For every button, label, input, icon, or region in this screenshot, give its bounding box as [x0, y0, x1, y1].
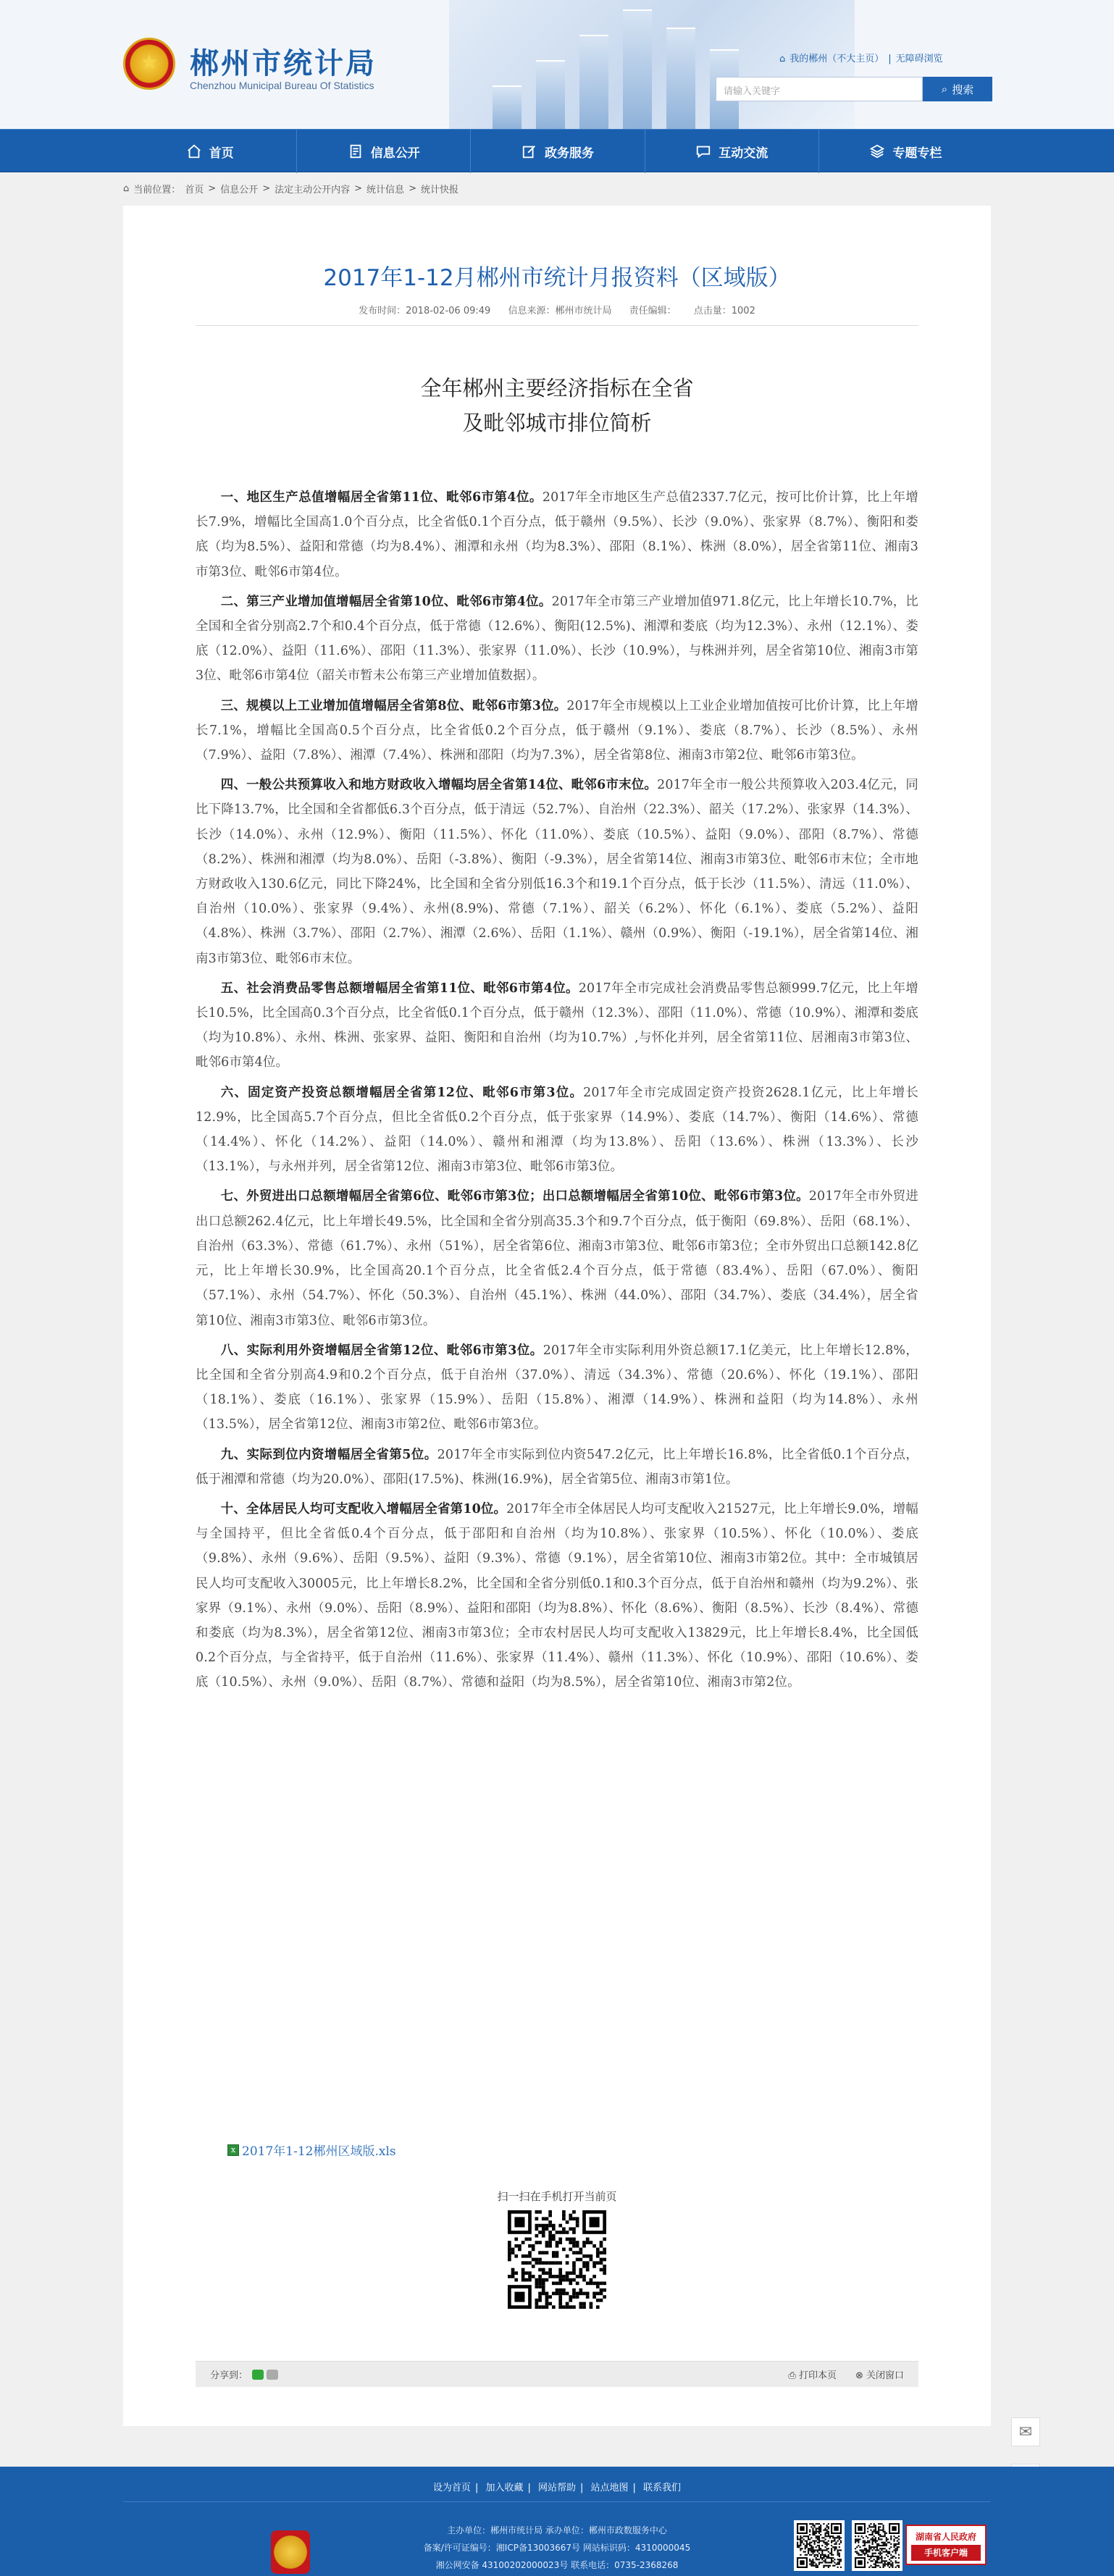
top-link-mychenzhou[interactable]: 我的郴州（不大主页）	[790, 54, 884, 64]
close-label: 关闭窗口	[866, 2370, 904, 2381]
breadcrumb: ⌂ 当前位置： 首页 > 信息公开 > 法定主动公开内容 > 统计信息 > 统计快报	[123, 182, 458, 196]
top-link-accessibility[interactable]: 无障碍浏览	[895, 54, 943, 64]
article-meta	[123, 303, 991, 316]
paragraph-lead: 三、规模以上工业增加值增幅居全省第8位、毗邻6市第3位。	[220, 698, 567, 713]
home-icon: ⌂	[779, 54, 786, 64]
paragraph-lead: 四、一般公共预算收入和地方财政收入增幅均居全省第14位、毗邻6市末位。	[220, 778, 658, 793]
paragraph-text: 2017年全市实际利用外资总额17.1亿美元，比上年增长12.8%，比全国和全省分别高4.9和0.2个百分点，低于自治州（37.0%）、清远（34.3%）、常德（20.6%）、怀化（19.1%）、邵阳（18.1%）、娄底（16.1%）、张家界（15.9%）、岳阳（15.8%）、湘潭（14.9%）、株洲和益阳（均为14.8%）、永州（13.5%），居全省第12位、湘南3市第2位、毗邻6市第3位。	[196, 1343, 918, 1432]
nav-item-interaction[interactable]	[645, 130, 819, 173]
qr-code	[508, 2210, 606, 2309]
print-button[interactable]	[788, 2367, 837, 2381]
footer-link-set-home[interactable]: 设为首页	[432, 2483, 471, 2493]
paragraph	[196, 976, 918, 1075]
divider	[196, 325, 918, 326]
paragraph-lead: 一、地区生产总值增幅居全省第11位、毗邻6市第4位。	[220, 490, 543, 505]
nav-item-special[interactable]	[819, 130, 992, 173]
site-subtitle: Chenzhou Municipal Bureau Of Statistics	[190, 80, 374, 91]
qr-caption: 扫一扫在手机打开当前页	[497, 2190, 617, 2203]
article-container	[123, 206, 991, 2426]
nav-item-info-public[interactable]	[297, 130, 471, 173]
share-bar	[196, 2361, 918, 2387]
printer-icon: ⎙	[788, 2370, 799, 2381]
chat-icon	[695, 143, 711, 159]
breadcrumb-link[interactable]: 首页	[185, 184, 204, 196]
paragraph-text: 2017年全市完成固定资产投资2628.1亿元，比上年增长12.9%，比全国高5.7个百分点，但比全省低0.2个百分点，低于张家界（14.9%）、娄底（14.7%）、衡阳（14.6%）、常德（14.4%）、怀化（14.2%）、益阳（14.0%）、赣州和湘潭（均为13.8%）、岳阳（13.6%）、株洲（13.3%）、长沙（13.1%），与永州并列，居全省第12位、湘南3市第3位、毗邻6市第3位。	[196, 1085, 918, 1175]
paragraph	[196, 485, 918, 584]
nav-label: 互动交流	[719, 146, 769, 161]
footer-link-help[interactable]: 网站帮助	[537, 2483, 576, 2493]
heading-line: 及毗邻城市排位简析	[462, 411, 652, 435]
paragraph-text: 2017年全市一般公共预算收入203.4亿元，同比下降13.7%，比全国和全省都低6.3个百分点，低于清远（52.7%）、自治州（22.3%）、韶关（17.2%）、张家界（14.3%）、长沙（14.0%）、永州（12.9%）、衡阳（11.5%）、怀化（11.0%）、娄底（10.5%）、益阳（9.0%）、邵阳（8.7%）、常德（8.2%）、株洲和湘潭（均为8.0%）、岳阳（-3.8%）、衡阳（-9.3%），居全省第14位、湘南3市第3位、毗邻6市末位；全市地方财政收入130.6亿元，同比下降24%，比全国和全省分别低16.3个和19.1个百分点，低于长沙（11.5%）、清远（11.0%）、自治州（10.0%）、张家界（9.4%）、永州(8.9%)、常德（7.1%）、韶关（6.2%）、怀化（6.1%）、娄底（5.2%）、益阳（4.8%）、株洲（3.7%）、邵阳（2.7%）、湘潭（2.6%）、岳阳（1.1%）、赣州（0.9%）、衡阳（-19.1%），居全省第14位、湘南3市第3位、毗邻6市末位。	[196, 778, 918, 966]
paragraph-text: 2017年全市实际到位内资547.2亿元，比上年增长16.8%，比全省低0.1个百分点，低于湘潭和常德（均为20.0%）、邵阳(17.5%)、株洲(16.9%)，居全省第5位、湘南3市第1位。	[196, 1447, 918, 1487]
footer-links: 设为首页 | 加入收藏 | 网站帮助 | 站点地图 | 联系我们	[432, 2483, 682, 2493]
share-label: 分享到：	[210, 2370, 248, 2381]
header	[0, 0, 1114, 129]
heading-line: 全年郴州主要经济指标在全省	[420, 376, 694, 400]
nav-label: 政务服务	[545, 146, 594, 161]
site-title[interactable]: 郴州市统计局	[190, 47, 377, 80]
paragraph	[196, 590, 918, 689]
footer-info-line: 备案/许可证编号：湘ICP备13003667号 网站标识码：4310000045	[423, 2543, 691, 2553]
paragraph-text: 2017年全市地区生产总值2337.7亿元，按可比价计算，比上年增长7.9%，增幅比全国高1.0个百分点，比全省低0.1个百分点，低于赣州（9.5%）、长沙（9.0%）、张家界（8.7%）、衡阳和娄底（均为8.5%）、益阳和常德（均为8.4%）、湘潭和永州（均为8.3%）、邵阳（8.1%）、株洲（8.0%），居全省第11位、湘南3市第3位、毗邻6市第4位。	[196, 490, 918, 579]
paragraph-lead: 二、第三产业增加值增幅居全省第10位、毗邻6市第4位。	[220, 594, 552, 609]
paragraph	[196, 1081, 918, 1180]
attachment-label: 2017年1-12郴州区域版.xls	[242, 2144, 396, 2159]
breadcrumb-link[interactable]: 法定主动公开内容	[275, 184, 351, 196]
paragraph-lead: 六、固定资产投资总额增幅居全省第12位、毗邻6市第3位。	[220, 1085, 584, 1100]
nav-label: 信息公开	[370, 146, 420, 161]
search-icon: ⌕	[941, 83, 948, 96]
province-app-badge[interactable]	[905, 2525, 987, 2565]
breadcrumb-link[interactable]: 信息公开	[220, 184, 259, 196]
badge-subtitle: 手机客户端	[911, 2545, 981, 2561]
footer-qr-code	[794, 2520, 845, 2571]
footer-link-favorite[interactable]: 加入收藏	[485, 2483, 524, 2493]
nav-label: 首页	[209, 146, 234, 161]
breadcrumb-link[interactable]: 统计信息	[367, 184, 405, 196]
footer-info-line: 主办单位：郴州市统计局 承办单位：郴州市政数服务中心	[447, 2525, 667, 2535]
paragraph-lead: 五、社会消费品零售总额增幅居全省第11位、毗邻6市第4位。	[220, 981, 579, 996]
paragraph	[196, 773, 918, 971]
nav-item-gov-service[interactable]	[471, 130, 645, 173]
search-input[interactable]: 请输入关键字	[716, 77, 923, 101]
close-window-button[interactable]	[855, 2367, 904, 2381]
footer-divider	[123, 2501, 991, 2502]
home-icon	[186, 143, 202, 159]
footer	[0, 2467, 1114, 2576]
breadcrumb-prefix: 当前位置：	[133, 184, 181, 196]
print-label: 打印本页	[798, 2370, 837, 2381]
paragraph-text: 2017年全市全体居民人均可支配收入21527元，比上年增长9.0%，增幅与全国持平，但比全省低0.4个百分点，低于邵阳和自治州（均为10.8%）、张家界（10.5%）、怀化（10.0%）、娄底（9.8%）、永州（9.6%）、岳阳（9.5%）、益阳（9.3%）、常德（9.1%），居全省第10位、湘南3市第2位。其中：全市城镇居民人均可支配收入30005元，比上年增长8.2%，比全国和全省分别低0.1和0.3个百分点，低于自治州和赣州（均为9.2%）、张家界（9.1%）、永州（9.0%）、岳阳（8.9%）、益阳和邵阳（均为8.8%）、怀化（8.6%）、衡阳（8.5%）、长沙（8.4%）、常德和娄底（均为8.3%），居全省第12位、湘南3市第3位；全市农村居民人均可支配收入13829元，比上年增长8.4%，比全国低0.2个百分点，与全省持平，低于自治州（11.6%）、张家界（11.4%）、赣州（11.3%）、怀化（10.9%）、邵阳（10.6%）、娄底（10.5%）、永州（9.0%）、岳阳（8.7%）、常德和益阳（均为8.5%），居全省第10位、湘南3市第2位。	[196, 1501, 918, 1690]
wechat-share-icon[interactable]	[252, 2370, 264, 2380]
nav-label: 专题专栏	[892, 146, 942, 161]
header-decoration	[449, 0, 855, 129]
paragraph-text: 2017年全市第三产业增加值971.8亿元，比上年增长10.7%，比全国和全省分别高2.7个和0.4个百分点，低于常德（12.6%）、衡阳(12.5%)、湘潭和娄底（均为12.3%）、永州（12.1%）、娄底（12.0%）、益阳（11.6%）、邵阳（11.3%）、张家界（11.0%）、长沙（10.9%），与株洲并列，居全省第10位、湘南3市第3位、毗邻6市第4位（韶关市暂未公布第三产业增加值数据）。	[196, 594, 919, 684]
main-nav	[0, 129, 1114, 172]
nav-item-home[interactable]	[123, 130, 297, 173]
edit-icon	[522, 143, 537, 159]
article-heading	[123, 371, 991, 440]
paragraph	[196, 1443, 918, 1492]
badge-title: 湖南省人民政府	[915, 2532, 976, 2542]
attachment-link[interactable]	[227, 2141, 396, 2159]
home-icon: ⌂	[123, 182, 130, 194]
info-source: 信息来源：郴州市统计局	[508, 306, 612, 316]
breadcrumb-link[interactable]: 统计快报	[420, 184, 458, 196]
paragraph-lead: 八、实际利用外资增幅居全省第12位、毗邻6市第3位。	[220, 1343, 543, 1358]
paragraph	[196, 1497, 918, 1695]
footer-qr-code	[852, 2520, 902, 2571]
article-body	[196, 485, 918, 1700]
paragraph	[196, 1338, 918, 1438]
paragraph-lead: 十、全体居民人均可支配收入增幅居全省第10位。	[220, 1501, 507, 1516]
footer-link-sitemap[interactable]: 站点地图	[590, 2483, 629, 2493]
close-icon: ⊗	[855, 2370, 866, 2381]
top-links: ⌂ 我的郴州（不大主页） | 无障碍浏览	[779, 54, 943, 64]
footer-link-contact[interactable]: 联系我们	[643, 2483, 682, 2493]
paragraph-text: 2017年全市完成社会消费品零售总额999.7亿元，比上年增长10.5%，比全国高0.3个百分点，比全省低0.1个百分点，低于赣州（12.3%）、邵阳（11.0%）、常德（10.9%）、湘潭和娄底（均为10.8%）、永州、株洲、张家界、益阳、衡阳和自治州（均为10.7%）,与怀化并列，居全省第11位、居湘南3市第3位、毗邻6市第4位。	[196, 981, 918, 1070]
more-share-icon[interactable]	[267, 2370, 278, 2380]
editor: 责任编辑：	[629, 306, 677, 316]
layers-icon	[869, 143, 885, 159]
excel-file-icon: x	[227, 2144, 239, 2156]
article-title: 2017年1-12月郴州市统计月报资料（区域版）	[323, 265, 791, 291]
paragraph-lead: 七、外贸进出口总额增幅居全省第6位、毗邻6市第3位；出口总额增幅居全省第10位、毗邻6市第3位。	[220, 1189, 809, 1204]
paragraph-text: 2017年全市规模以上工业企业增加值按可比价计算，比上年增长7.1%，增幅比全国高0.5个百分点，比全省低0.2个百分点，低于赣州（9.1%）、娄底（8.7%）、长沙（8.5%）、永州（7.9%）、益阳（7.8%）、湘潭（7.4%）、株洲和邵阳（均为7.3%），居全省第8位、湘南3市第2位、毗邻6市第3位。	[196, 698, 919, 763]
paragraph	[196, 1184, 918, 1333]
search-button-label: 搜索	[952, 83, 974, 96]
document-icon	[348, 143, 364, 159]
paragraph-lead: 九、实际到位内资增幅居全省第5位。	[220, 1447, 437, 1462]
publish-time: 发布时间：2018-02-06 09:49	[359, 306, 491, 316]
search-button[interactable]	[923, 77, 992, 101]
click-count: 点击量：1002	[693, 306, 755, 316]
paragraph-text: 2017年全市外贸进出口总额262.4亿元，比上年增长49.5%，比全国和全省分别高35.3个和9.7个百分点，低于衡阳（69.8%）、岳阳（68.1%）、自治州（63.3%）、常德（61.7%）、永州（51%），居全省第6位、湘南3市第3位、毗邻6市第3位；全市外贸出口总额142.8亿元，比上年增长30.9%，比全国高20.1个百分点，比全省低2.4个百分点，低于常德（83.4%）、岳阳（67.0%）、衡阳（57.1%）、永州（54.7%）、怀化（50.3%）、自治州（45.1%）、株洲（44.0%）、邵阳（34.7%）、娄底（34.4%），居全省第10位、湘南3市第3位、毗邻6市第3位。	[196, 1189, 918, 1328]
wechat-float-icon[interactable]: ✉	[1011, 2417, 1040, 2446]
national-emblem-logo	[123, 38, 175, 90]
paragraph	[196, 694, 918, 768]
footer-info-line: 湘公网安备 43100202000023号 联系电话：0735-2368268	[435, 2560, 679, 2570]
